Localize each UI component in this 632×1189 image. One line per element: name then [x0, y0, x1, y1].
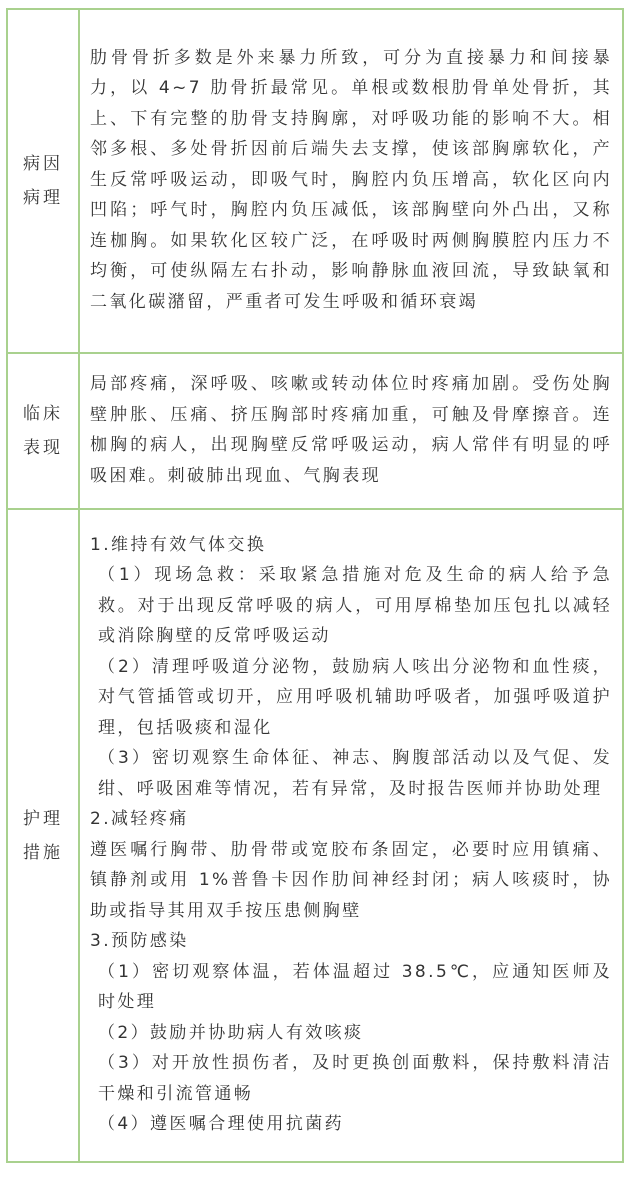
list-item: 遵医嘱行胸带、肋骨带或宽胶布条固定，必要时应用镇痛、镇静剂或用 1%普鲁卡因作肋间神经封闭；病人咳痰时，协助或指导其用双手按压患侧胸壁 — [90, 839, 612, 921]
list-item: （4）遵医嘱合理使用抗菌药 — [98, 1114, 345, 1134]
section-heading: 1.维持有效气体交换 — [90, 534, 267, 555]
section-heading: 3.预防感染 — [90, 931, 189, 951]
row-content-etiology — [79, 9, 623, 353]
row-label-line: 病因 — [23, 154, 63, 174]
clinical-text: 局部疼痛，深呼吸、咳嗽或转动体位时疼痛加剧。受伤处胸壁肿胀、压痛、挤压胸部时疼痛加重，可触及骨摩擦音。连枷胸的病人，出现胸壁反常呼吸运动，病人常伴有明显的呼吸困难。刺破肺出现血、气胸表现 — [90, 374, 612, 486]
section-heading: 2.减轻疼痛 — [90, 809, 189, 829]
row-label-line: 表现 — [23, 438, 63, 458]
row-content-clinical — [79, 353, 623, 509]
row-label-line: 措施 — [23, 842, 63, 863]
row-content-nursing — [79, 509, 623, 1162]
table-row-nursing — [7, 509, 623, 1162]
list-item: （1）现场急救：采取紧急措施对危及生命的病人给予急救。对于出现反常呼吸的病人，可用厚棉垫加压包扎以减轻或消除胸壁的反常呼吸运动 — [98, 565, 612, 646]
list-item: （2）鼓励并协助病人有效咳痰 — [98, 1022, 364, 1043]
row-label-line: 病理 — [23, 188, 63, 208]
etiology-text: 肋骨骨折多数是外来暴力所致，可分为直接暴力和间接暴力，以 4~7 肋骨折最常见。单根或数根肋骨单处骨折，其上、下有完整的肋骨支持胸廓，对呼吸功能的影响不大。相邻多根、多处骨折因前后端失去支撑，使该部胸廓软化，产生反常呼吸运动，即吸气时，胸腔内负压增高，软化区向内凹陷；呼气时，胸腔内负压减低，该部胸壁向外凸出，又称连枷胸。如果软化区较广泛，在呼吸时两侧胸膜腔内压力不均衡，可使纵隔左右扑动，影响静脉血液回流，导致缺氧和二氧化碳潴留，严重者可发生呼吸和循环衰竭 — [90, 47, 612, 312]
row-label-line: 临床 — [23, 404, 63, 424]
list-item: （1）密切观察体温，若体温超过 38.5℃，应通知医师及时处理 — [98, 961, 612, 1012]
table-row-etiology — [7, 9, 623, 353]
list-item: （3）对开放性损伤者，及时更换创面敷料，保持敷料清洁干燥和引流管通畅 — [98, 1053, 612, 1104]
list-item: （3）密切观察生命体征、神志、胸腹部活动以及气促、发绀、呼吸困难等情况，若有异常，及时报告医师并协助处理 — [98, 748, 612, 799]
row-label-nursing — [7, 509, 79, 1162]
table-row-clinical — [7, 353, 623, 509]
nursing-table — [6, 8, 624, 1163]
row-label-line: 护理 — [23, 808, 63, 829]
list-item: （2）清理呼吸道分泌物，鼓励病人咳出分泌物和血性痰，对气管插管或切开，应用呼吸机辅助呼吸者，加强呼吸道护理，包括吸痰和湿化 — [98, 656, 612, 738]
row-label-clinical — [7, 353, 79, 509]
row-label-etiology — [7, 9, 79, 353]
